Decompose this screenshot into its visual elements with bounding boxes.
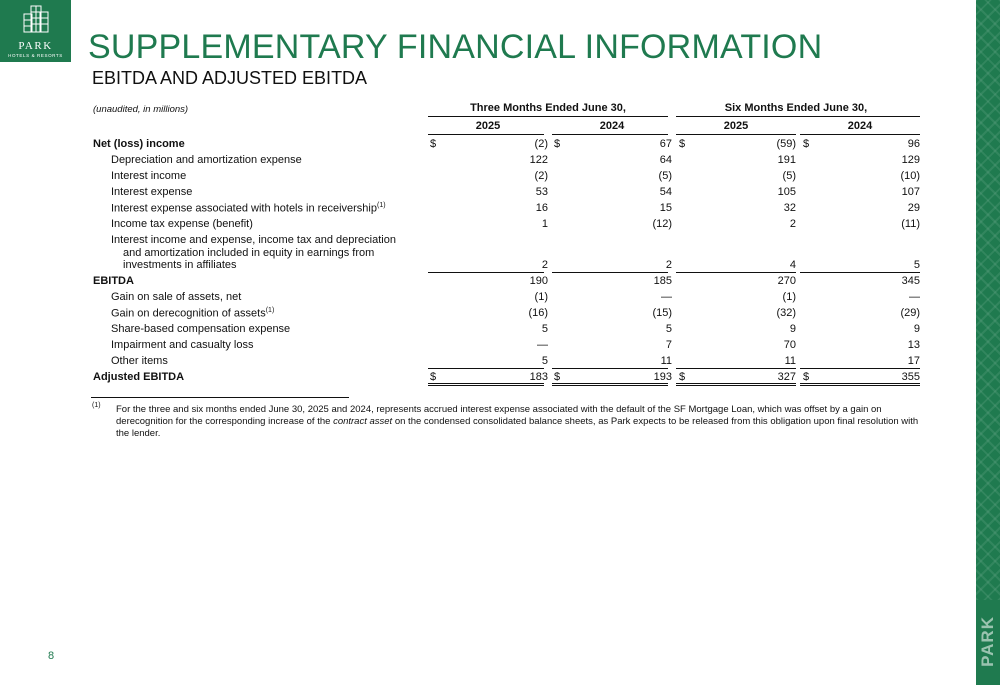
total-double-rule xyxy=(428,383,544,386)
total-double-rule xyxy=(800,383,920,386)
value-cell: 1 xyxy=(541,218,548,230)
value-cell: 11 xyxy=(784,355,796,367)
currency-symbol: $ xyxy=(554,371,561,383)
row-label-text: Interest expense xyxy=(111,186,193,198)
page-subtitle: EBITDA AND ADJUSTED EBITDA xyxy=(92,68,368,88)
row-label xyxy=(93,371,184,383)
building-icon xyxy=(22,4,50,38)
table-row xyxy=(93,369,920,385)
currency-symbol: $ xyxy=(679,138,686,150)
total-double-rule xyxy=(676,383,796,386)
year-rule xyxy=(428,134,544,135)
table-row xyxy=(93,216,920,232)
ebitda-table xyxy=(93,100,920,385)
value-cell: 183 xyxy=(529,371,548,383)
value-cell: (59) xyxy=(776,138,796,150)
table-row xyxy=(93,152,920,168)
value-cell: 107 xyxy=(901,186,920,198)
table-row xyxy=(93,353,920,369)
value-cell: — xyxy=(909,291,920,303)
row-label xyxy=(93,275,134,287)
footnote-marker: (1) xyxy=(92,402,101,409)
value-cell: 345 xyxy=(901,275,920,287)
currency-symbol: $ xyxy=(679,371,686,383)
value-cell: 5 xyxy=(913,259,920,271)
value-cell: 129 xyxy=(901,154,920,166)
value-cell: 11 xyxy=(660,355,672,367)
row-label-text: Gain on sale of assets, net xyxy=(111,291,242,303)
page-number: 8 xyxy=(48,650,55,662)
row-label xyxy=(111,170,186,182)
row-label-text: EBITDA xyxy=(93,275,134,287)
value-cell: (12) xyxy=(652,218,672,230)
year-header: 2025 xyxy=(723,120,749,132)
row-label xyxy=(111,339,253,351)
value-cell: 105 xyxy=(777,186,796,198)
row-label xyxy=(93,138,185,150)
value-cell: 13 xyxy=(907,339,920,351)
year-header: 2025 xyxy=(475,120,501,132)
value-cell: (15) xyxy=(652,307,672,319)
value-cell: 4 xyxy=(789,259,796,271)
row-label xyxy=(111,154,302,166)
row-label-text: Share-based compensation expense xyxy=(111,323,291,335)
year-rule xyxy=(676,134,796,135)
value-cell: 9 xyxy=(913,323,920,335)
value-cell: 96 xyxy=(907,138,920,150)
row-label xyxy=(111,234,396,272)
value-cell: (5) xyxy=(782,170,796,182)
value-cell: 5 xyxy=(665,323,672,335)
park-logo xyxy=(0,0,71,62)
value-cell: 64 xyxy=(659,154,672,166)
value-cell: 193 xyxy=(653,371,672,383)
value-cell: 16 xyxy=(535,202,548,214)
value-cell: 5 xyxy=(541,355,548,367)
value-cell: 9 xyxy=(789,323,796,335)
row-label-text: Adjusted EBITDA xyxy=(93,371,185,383)
value-cell: 2 xyxy=(541,259,548,271)
value-cell: — xyxy=(537,339,548,351)
side-brand-strip xyxy=(976,0,1000,685)
value-cell: (2) xyxy=(534,138,548,150)
footnote-text xyxy=(116,404,922,440)
value-cell: 2 xyxy=(789,218,796,230)
decorative-pattern xyxy=(976,0,1000,600)
page-title: SUPPLEMENTARY FINANCIAL INFORMATION xyxy=(88,28,823,66)
value-cell: 327 xyxy=(777,371,796,383)
footnote-text-part: For the three and six months ended June 30, 2025 and 2024, represents accrued interest expense associated with the default of the SF Mortgage Loan, which was offset by a gain on derecognition for the corresponding increase of the xyxy=(116,404,882,427)
table-row xyxy=(93,321,920,337)
table-row xyxy=(93,184,920,200)
value-cell: (32) xyxy=(776,307,796,319)
row-label xyxy=(111,307,274,320)
table-row xyxy=(93,305,920,321)
table-header-row xyxy=(93,100,920,118)
value-cell: 122 xyxy=(529,154,548,166)
table-row xyxy=(93,200,920,216)
currency-symbol: $ xyxy=(430,371,437,383)
value-cell: 191 xyxy=(777,154,796,166)
footnote-text-part: on the condensed consolidated balance sheets, as Park expects to be released from this obligation upon final resolution with the lender. xyxy=(116,416,919,439)
value-cell: 54 xyxy=(659,186,672,198)
side-brand-text: PARK xyxy=(978,616,997,667)
row-label-text: Other items xyxy=(111,355,168,367)
header-rule xyxy=(676,116,920,117)
currency-symbol: $ xyxy=(554,138,561,150)
value-cell: 270 xyxy=(777,275,796,287)
currency-symbol: $ xyxy=(430,138,437,150)
year-rule xyxy=(552,134,668,135)
row-label-line: investments in affiliates xyxy=(123,259,237,271)
row-label xyxy=(111,202,386,215)
footnote-italic: contract asset xyxy=(333,416,393,427)
value-cell: 15 xyxy=(659,202,672,214)
value-cell: 355 xyxy=(901,371,920,383)
row-label xyxy=(111,186,192,198)
value-cell: — xyxy=(661,291,672,303)
row-label-text: Interest expense associated with hotels in receivership xyxy=(111,202,377,215)
value-cell: (16) xyxy=(528,307,548,319)
table-row xyxy=(93,168,920,184)
table-body xyxy=(93,136,920,385)
value-cell: 5 xyxy=(541,323,548,335)
table-row xyxy=(93,337,920,353)
row-label-text: Impairment and casualty loss xyxy=(111,339,254,351)
period-header-three-months: Three Months Ended June 30, xyxy=(470,102,626,114)
footnote-reference: (1) xyxy=(265,307,275,314)
row-label-text: Depreciation and amortization expense xyxy=(111,154,302,166)
value-cell: 29 xyxy=(907,202,920,214)
total-double-rule xyxy=(552,383,668,386)
row-label xyxy=(111,355,168,367)
row-label-line: Interest income and expense, income tax and depreciation xyxy=(111,234,396,246)
value-cell: 53 xyxy=(535,186,548,198)
row-label-line: and amortization included in equity in earnings from xyxy=(123,246,375,259)
value-cell: (29) xyxy=(900,307,920,319)
table-row xyxy=(93,136,920,152)
period-header-six-months: Six Months Ended June 30, xyxy=(724,102,868,114)
footnote-rule xyxy=(91,397,349,398)
row-label-text: Net (loss) income xyxy=(93,138,185,150)
currency-symbol: $ xyxy=(803,371,810,383)
table-row xyxy=(93,289,920,305)
value-cell: (2) xyxy=(534,170,548,182)
row-label xyxy=(111,218,253,230)
year-header: 2024 xyxy=(599,120,625,132)
year-rule xyxy=(800,134,920,135)
row-label xyxy=(111,323,290,335)
value-cell: (10) xyxy=(900,170,920,182)
row-label xyxy=(111,291,241,303)
currency-symbol: $ xyxy=(803,138,810,150)
logo-tagline: HOTELS & RESORTS xyxy=(8,53,63,58)
row-label-text: Income tax expense (benefit) xyxy=(111,218,253,230)
logo-name: PARK xyxy=(18,40,53,52)
table-row xyxy=(93,273,920,289)
value-cell: 7 xyxy=(665,339,672,351)
value-cell: (11) xyxy=(901,218,920,230)
value-cell: 185 xyxy=(653,275,672,287)
value-cell: 32 xyxy=(783,202,796,214)
year-header: 2024 xyxy=(847,120,873,132)
value-cell: (5) xyxy=(658,170,672,182)
value-cell: 190 xyxy=(529,275,548,287)
value-cell: 17 xyxy=(907,355,920,367)
years-row xyxy=(93,118,920,136)
row-label-text: Gain on derecognition of assets xyxy=(111,307,266,320)
value-cell: (1) xyxy=(534,291,548,303)
value-cell: 70 xyxy=(783,339,796,351)
row-label-text: Interest income xyxy=(111,170,187,182)
footnote-reference: (1) xyxy=(376,202,386,209)
value-cell: 67 xyxy=(659,138,672,150)
value-cell: 2 xyxy=(665,259,672,271)
table-row xyxy=(93,232,920,273)
unit-note: (unaudited, in millions) xyxy=(93,104,189,115)
value-cell: (1) xyxy=(782,291,796,303)
header-rule xyxy=(428,116,668,117)
